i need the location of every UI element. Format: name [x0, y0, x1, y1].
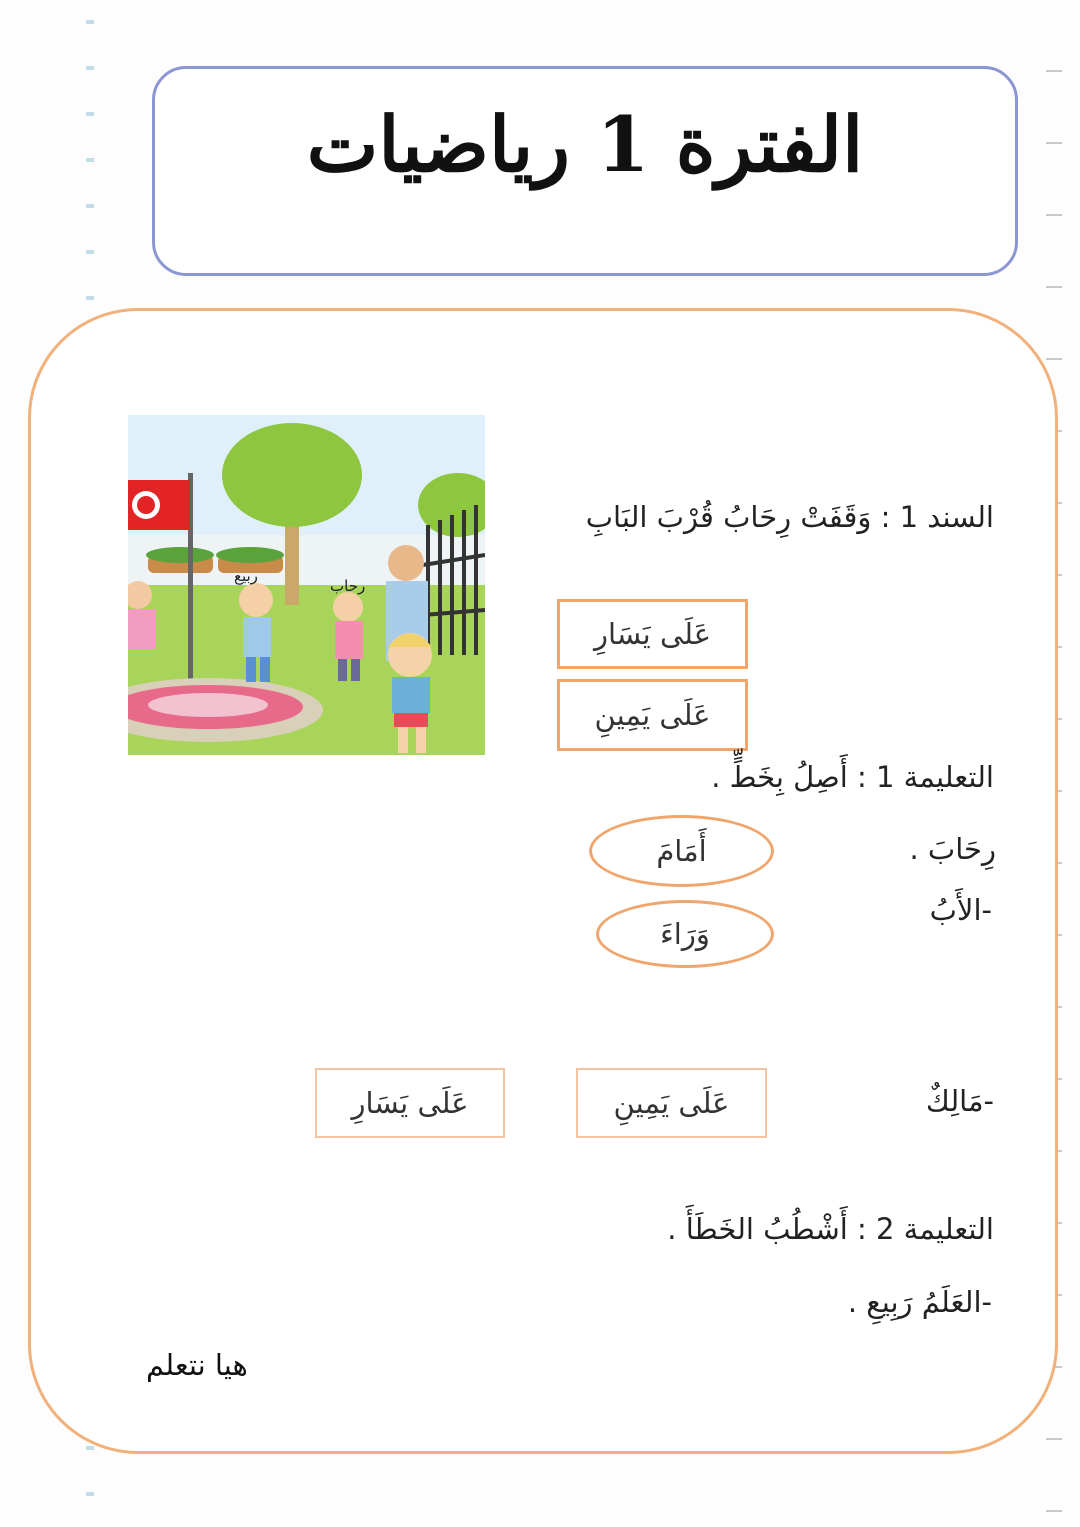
schoolyard-picture [128, 415, 485, 755]
malek-option-left[interactable]: عَلَى يَسَارِ [315, 1068, 505, 1138]
label-rabie: ربيع [234, 567, 258, 585]
footer-slogan: هيا نتعلم [146, 1348, 248, 1382]
page-title: الفترة 1 رياضيات [306, 100, 864, 189]
label-rihab: رحاب [330, 577, 366, 595]
match-item-father: -الأَبُ [929, 893, 992, 927]
sanad-1: السند 1 : وَقَفَتْ رِحَابُ قُرْبَ البَابِ [585, 500, 994, 534]
schoolyard-illustration [128, 415, 485, 755]
option-left-of[interactable]: عَلَى يَسَارِ [557, 599, 748, 669]
instruction-1: التعليمة 1 : أَصِلُ بِخَطٍّ . [711, 760, 994, 794]
option-in-front[interactable]: أَمَامَ [589, 815, 774, 887]
statement-flag[interactable]: -العَلَمُ رَبِيعِ . [847, 1285, 992, 1319]
option-behind[interactable]: وَرَاءَ [596, 900, 774, 968]
malek-label: -مَالِكٌ [925, 1084, 994, 1118]
instruction-2: التعليمة 2 : أَشْطُبُ الخَطَأَ . [667, 1212, 994, 1246]
malek-option-right[interactable]: عَلَى يَمِينِ [576, 1068, 767, 1138]
option-right-of[interactable]: عَلَى يَمِينِ [557, 679, 748, 751]
match-item-rihab: رِحَابَ . [909, 832, 996, 866]
